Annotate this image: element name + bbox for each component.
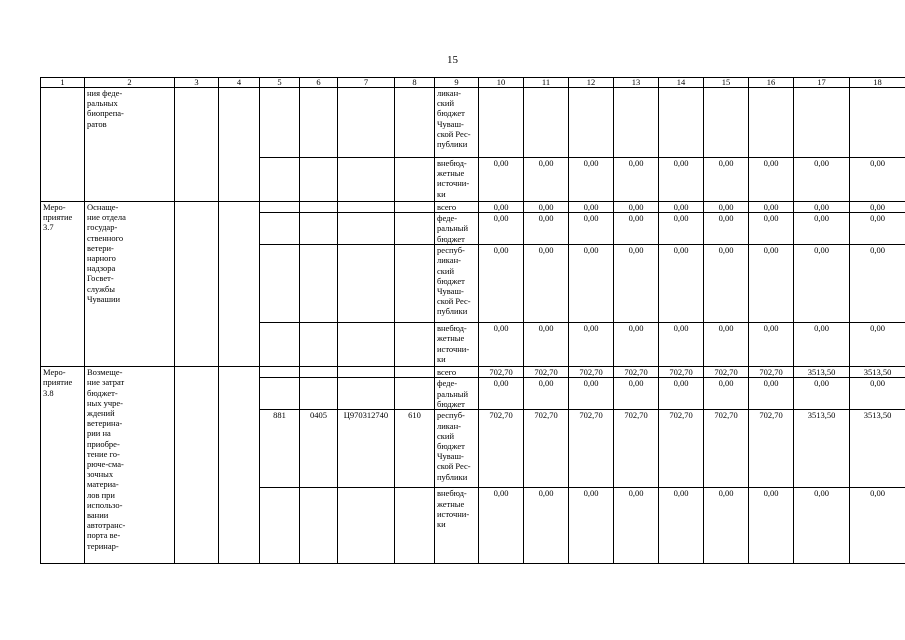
event-description: Оснаще- ние отдела государ- ственного ветери- нарного надзора Госвет- службы Чувашии bbox=[85, 202, 175, 367]
code-vr bbox=[395, 202, 435, 213]
header-cell: 9 bbox=[435, 78, 479, 88]
header-cell: 2 bbox=[85, 78, 175, 88]
value-cell: 702,70 bbox=[614, 410, 659, 488]
header-cell: 11 bbox=[524, 78, 569, 88]
table-row bbox=[41, 367, 905, 378]
code-rz bbox=[300, 323, 338, 367]
code-grbs bbox=[260, 202, 300, 213]
value-cell: 0,00 bbox=[749, 245, 794, 323]
col-4-cell bbox=[219, 367, 260, 564]
header-cell: 14 bbox=[659, 78, 704, 88]
table-row bbox=[41, 202, 905, 213]
value-cell: 0,00 bbox=[569, 378, 614, 410]
code-vr bbox=[395, 367, 435, 378]
value-cell: 0,00 bbox=[850, 245, 905, 323]
code-vr bbox=[395, 158, 435, 202]
value-cell: 0,00 bbox=[704, 213, 749, 245]
value-cell bbox=[479, 88, 524, 158]
value-cell: 0,00 bbox=[614, 323, 659, 367]
value-cell: 0,00 bbox=[749, 213, 794, 245]
value-cell: 0,00 bbox=[659, 213, 704, 245]
value-cell: 0,00 bbox=[850, 202, 905, 213]
value-cell: 702,70 bbox=[659, 367, 704, 378]
event-description: Возмеще- ние затрат бюджет- ных учре- ждений ветерина- рии на приобре- тение го- рюче-сма- зочных материа- лов при использо- вании автотранс- порта ве- теринар- bbox=[85, 367, 175, 564]
funding-source: внебюд- жетные источни- ки bbox=[435, 488, 479, 564]
value-cell: 0,00 bbox=[659, 202, 704, 213]
value-cell: 0,00 bbox=[850, 213, 905, 245]
header-cell: 16 bbox=[749, 78, 794, 88]
value-cell: 702,70 bbox=[704, 410, 749, 488]
header-row bbox=[41, 78, 905, 88]
event-label: Меро- приятие 3.8 bbox=[41, 367, 85, 564]
funding-source: внебюд- жетные источни- ки bbox=[435, 158, 479, 202]
value-cell: 0,00 bbox=[749, 323, 794, 367]
code-rz bbox=[300, 202, 338, 213]
value-cell: 0,00 bbox=[614, 245, 659, 323]
code-csr bbox=[338, 245, 395, 323]
value-cell: 0,00 bbox=[569, 245, 614, 323]
header-cell: 1 bbox=[41, 78, 85, 88]
value-cell: 0,00 bbox=[704, 378, 749, 410]
value-cell: 0,00 bbox=[614, 158, 659, 202]
value-cell: 0,00 bbox=[850, 378, 905, 410]
col-4-cell bbox=[219, 88, 260, 202]
value-cell bbox=[614, 88, 659, 158]
value-cell: 0,00 bbox=[850, 158, 905, 202]
value-cell: 0,00 bbox=[704, 323, 749, 367]
value-cell: 0,00 bbox=[614, 378, 659, 410]
header-cell: 15 bbox=[704, 78, 749, 88]
code-csr bbox=[338, 213, 395, 245]
header-cell: 18 bbox=[850, 78, 905, 88]
code-grbs: 881 bbox=[260, 410, 300, 488]
code-csr bbox=[338, 88, 395, 158]
header-cell: 5 bbox=[260, 78, 300, 88]
value-cell: 0,00 bbox=[794, 378, 850, 410]
value-cell bbox=[569, 88, 614, 158]
code-rz bbox=[300, 158, 338, 202]
value-cell: 0,00 bbox=[659, 488, 704, 564]
value-cell bbox=[524, 88, 569, 158]
value-cell: 702,70 bbox=[524, 367, 569, 378]
header-cell: 12 bbox=[569, 78, 614, 88]
value-cell: 0,00 bbox=[794, 245, 850, 323]
header-cell: 8 bbox=[395, 78, 435, 88]
code-vr bbox=[395, 213, 435, 245]
value-cell: 0,00 bbox=[794, 202, 850, 213]
value-cell: 702,70 bbox=[659, 410, 704, 488]
funding-source: всего bbox=[435, 367, 479, 378]
value-cell: 0,00 bbox=[524, 488, 569, 564]
code-vr: 610 bbox=[395, 410, 435, 488]
col-3-cell bbox=[175, 88, 219, 202]
value-cell: 0,00 bbox=[614, 202, 659, 213]
value-cell: 702,70 bbox=[614, 367, 659, 378]
funding-source: всего bbox=[435, 202, 479, 213]
value-cell: 0,00 bbox=[569, 202, 614, 213]
value-cell: 0,00 bbox=[659, 323, 704, 367]
code-csr bbox=[338, 323, 395, 367]
value-cell bbox=[749, 88, 794, 158]
funding-source: феде- ральный бюджет bbox=[435, 378, 479, 410]
code-rz bbox=[300, 88, 338, 158]
code-rz: 0405 bbox=[300, 410, 338, 488]
code-grbs bbox=[260, 158, 300, 202]
code-rz bbox=[300, 488, 338, 564]
code-rz bbox=[300, 367, 338, 378]
col-3-cell bbox=[175, 367, 219, 564]
code-grbs bbox=[260, 245, 300, 323]
page-number: 15 bbox=[447, 54, 458, 66]
funding-source: внебюд- жетные источни- ки bbox=[435, 323, 479, 367]
col-3-cell bbox=[175, 202, 219, 367]
budget-table bbox=[40, 77, 905, 564]
value-cell: 0,00 bbox=[479, 213, 524, 245]
value-cell: 0,00 bbox=[850, 323, 905, 367]
funding-source: респуб- ликан- ский бюджет Чуваш- ской Рес- публики bbox=[435, 410, 479, 488]
header-cell: 17 bbox=[794, 78, 850, 88]
value-cell: 0,00 bbox=[479, 323, 524, 367]
event-description: ния феде- ральных биопрепа- ратов bbox=[85, 88, 175, 202]
value-cell: 0,00 bbox=[614, 213, 659, 245]
code-grbs bbox=[260, 378, 300, 410]
value-cell: 0,00 bbox=[479, 202, 524, 213]
value-cell: 0,00 bbox=[524, 213, 569, 245]
value-cell: 0,00 bbox=[704, 488, 749, 564]
value-cell: 702,70 bbox=[704, 367, 749, 378]
code-grbs bbox=[260, 323, 300, 367]
value-cell: 0,00 bbox=[569, 213, 614, 245]
code-vr bbox=[395, 323, 435, 367]
value-cell: 0,00 bbox=[659, 245, 704, 323]
header-cell: 13 bbox=[614, 78, 659, 88]
value-cell: 0,00 bbox=[524, 378, 569, 410]
value-cell: 0,00 bbox=[569, 488, 614, 564]
value-cell: 0,00 bbox=[749, 488, 794, 564]
value-cell bbox=[704, 88, 749, 158]
value-cell: 702,70 bbox=[524, 410, 569, 488]
code-csr bbox=[338, 158, 395, 202]
event-label: Меро- приятие 3.7 bbox=[41, 202, 85, 367]
code-rz bbox=[300, 245, 338, 323]
col-4-cell bbox=[219, 202, 260, 367]
value-cell: 0,00 bbox=[749, 378, 794, 410]
value-cell: 0,00 bbox=[569, 158, 614, 202]
value-cell: 0,00 bbox=[524, 245, 569, 323]
value-cell: 0,00 bbox=[794, 488, 850, 564]
value-cell: 0,00 bbox=[659, 158, 704, 202]
code-vr bbox=[395, 488, 435, 564]
value-cell: 0,00 bbox=[794, 213, 850, 245]
header-cell: 4 bbox=[219, 78, 260, 88]
value-cell: 0,00 bbox=[794, 158, 850, 202]
code-vr bbox=[395, 245, 435, 323]
code-grbs bbox=[260, 488, 300, 564]
value-cell bbox=[659, 88, 704, 158]
value-cell: 702,70 bbox=[569, 410, 614, 488]
value-cell: 0,00 bbox=[704, 202, 749, 213]
value-cell: 0,00 bbox=[524, 323, 569, 367]
code-csr bbox=[338, 488, 395, 564]
value-cell: 0,00 bbox=[479, 245, 524, 323]
header-cell: 6 bbox=[300, 78, 338, 88]
funding-source: респуб- ликан- ский бюджет Чуваш- ской Рес- публики bbox=[435, 245, 479, 323]
value-cell: 0,00 bbox=[569, 323, 614, 367]
value-cell: 3513,50 bbox=[850, 410, 905, 488]
code-rz bbox=[300, 213, 338, 245]
value-cell: 0,00 bbox=[704, 245, 749, 323]
code-csr bbox=[338, 202, 395, 213]
value-cell: 0,00 bbox=[850, 488, 905, 564]
funding-source: феде- ральный бюджет bbox=[435, 213, 479, 245]
code-rz bbox=[300, 378, 338, 410]
value-cell: 0,00 bbox=[524, 202, 569, 213]
value-cell: 702,70 bbox=[479, 410, 524, 488]
value-cell bbox=[850, 88, 905, 158]
value-cell: 0,00 bbox=[614, 488, 659, 564]
code-grbs bbox=[260, 367, 300, 378]
code-grbs bbox=[260, 213, 300, 245]
value-cell: 0,00 bbox=[479, 488, 524, 564]
table-row bbox=[41, 88, 905, 158]
value-cell: 3513,50 bbox=[794, 367, 850, 378]
value-cell: 3513,50 bbox=[850, 367, 905, 378]
value-cell: 0,00 bbox=[659, 378, 704, 410]
header-cell: 10 bbox=[479, 78, 524, 88]
value-cell: 702,70 bbox=[569, 367, 614, 378]
event-label bbox=[41, 88, 85, 202]
header-cell: 7 bbox=[338, 78, 395, 88]
value-cell: 0,00 bbox=[479, 158, 524, 202]
value-cell: 0,00 bbox=[749, 202, 794, 213]
code-csr bbox=[338, 367, 395, 378]
value-cell: 702,70 bbox=[479, 367, 524, 378]
header-cell: 3 bbox=[175, 78, 219, 88]
code-grbs bbox=[260, 88, 300, 158]
value-cell: 3513,50 bbox=[794, 410, 850, 488]
value-cell: 702,70 bbox=[749, 367, 794, 378]
value-cell: 0,00 bbox=[704, 158, 749, 202]
value-cell: 702,70 bbox=[749, 410, 794, 488]
code-vr bbox=[395, 378, 435, 410]
funding-source: ликан- ский бюджет Чуваш- ской Рес- публики bbox=[435, 88, 479, 158]
value-cell: 0,00 bbox=[794, 323, 850, 367]
value-cell: 0,00 bbox=[524, 158, 569, 202]
value-cell: 0,00 bbox=[479, 378, 524, 410]
code-csr: Ц970312740 bbox=[338, 410, 395, 488]
code-csr bbox=[338, 378, 395, 410]
value-cell: 0,00 bbox=[749, 158, 794, 202]
code-vr bbox=[395, 88, 435, 158]
value-cell bbox=[794, 88, 850, 158]
